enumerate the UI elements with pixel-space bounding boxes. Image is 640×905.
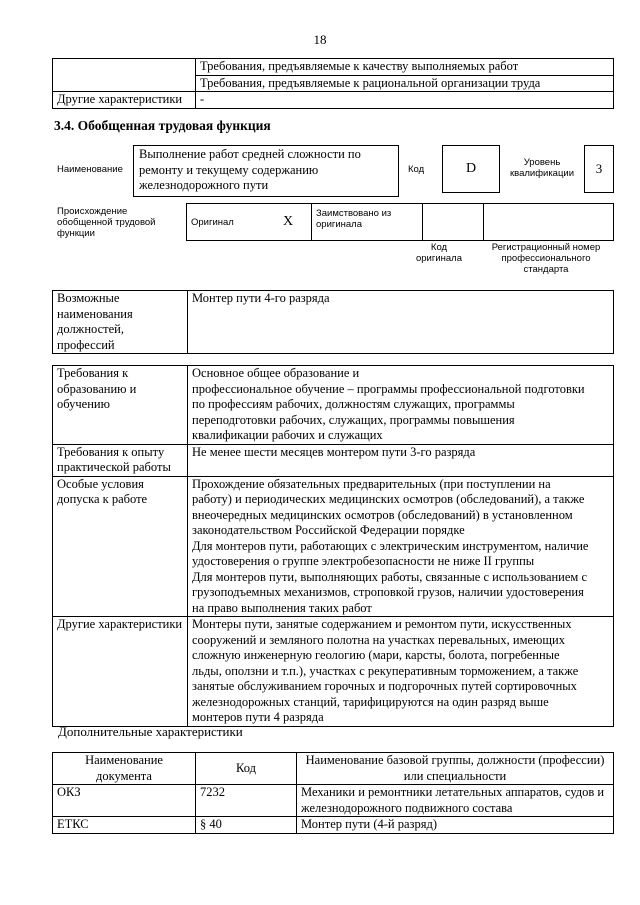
table-cell: § 40 bbox=[196, 817, 297, 834]
code-original-cell bbox=[423, 204, 484, 241]
table-cell: - bbox=[196, 92, 614, 109]
reg-number-caption: Регистрационный номер профессионального стандарта bbox=[491, 242, 601, 275]
positions-label: Возможные наименования должностей, профессий bbox=[53, 291, 188, 354]
original-label: Оригинал bbox=[187, 204, 280, 241]
requirements-table bbox=[52, 365, 614, 727]
table-cell: ОКЗ bbox=[53, 785, 196, 817]
table-row bbox=[53, 476, 614, 617]
top-table bbox=[52, 58, 614, 109]
req-label: Требования к образованию и обучению bbox=[53, 366, 188, 445]
header-code: Код bbox=[196, 753, 297, 785]
table-cell: Другие характеристики bbox=[53, 92, 196, 109]
table-row bbox=[53, 444, 614, 476]
borrowed-label: Заимствовано из оригинала bbox=[312, 204, 423, 241]
level-value: 3 bbox=[584, 145, 614, 193]
table-cell: Механики и ремонтники летательных аппаратов, судов и железнодорожного подвижного состава bbox=[297, 785, 614, 817]
header-name: Наименование базовой группы, должности (профессии) или специальности bbox=[297, 753, 614, 785]
table-row bbox=[53, 75, 614, 92]
table-cell: 7232 bbox=[196, 785, 297, 817]
table-row bbox=[53, 92, 614, 109]
code-value: D bbox=[442, 145, 500, 193]
positions-value: Монтер пути 4-го разряда bbox=[188, 291, 614, 354]
req-value: Не менее шести месяцев монтером пути 3-го разряда bbox=[188, 444, 614, 476]
table-cell: Требования, предъявляемые к качеству выполняемых работ bbox=[196, 59, 614, 76]
code-label: Код bbox=[408, 164, 425, 175]
table-row bbox=[53, 817, 614, 834]
req-value: Прохождение обязательных предварительных (при поступлении на работу) и периодических медицинских осмотров (обследований), а также внеочередных медицинских осмотров (обследований) в установленном законодательством Российской Федерации порядке Для монтеров пути, работающих с электрическим инструментом, наличие удостоверения о группе электробезопасности не ниже II группы Для монтеров пути, выполняющих работы, связанные с использованием с грузоподъемных механизмов, строповкой грузов, наличии удостоверения на право выполнения таких работ bbox=[188, 476, 614, 617]
page-number: 18 bbox=[313, 32, 327, 47]
header-doc: Наименование документа bbox=[53, 753, 196, 785]
name-label: Наименование bbox=[57, 164, 123, 175]
table-cell: Монтер пути (4-й разряд) bbox=[297, 817, 614, 834]
table-header-row bbox=[53, 753, 614, 785]
original-mark: X bbox=[279, 204, 312, 241]
req-label: Особые условия допуска к работе bbox=[53, 476, 188, 617]
table-cell: ЕТКС bbox=[53, 817, 196, 834]
req-label: Другие характеристики bbox=[53, 617, 188, 727]
name-value: Выполнение работ средней сложности по ремонту и текущему содержанию железнодорожного пути bbox=[133, 145, 399, 197]
reg-number-cell bbox=[484, 204, 614, 241]
req-label: Требования к опыту практической работы bbox=[53, 444, 188, 476]
level-label: Уровень квалификации bbox=[509, 157, 575, 179]
origin-table bbox=[186, 203, 614, 241]
table-row bbox=[53, 617, 614, 727]
table-row bbox=[53, 366, 614, 445]
table-row bbox=[53, 59, 614, 76]
origin-label: Происхождение обобщенной трудовой функции bbox=[57, 206, 156, 239]
table-cell: Требования, предъявляемые к рациональной организации труда bbox=[196, 75, 614, 92]
table-row bbox=[53, 785, 614, 817]
extra-title: Дополнительные характеристики bbox=[58, 724, 243, 739]
positions-table bbox=[52, 290, 614, 354]
code-original-caption: Код оригинала bbox=[415, 242, 462, 264]
req-value: Монтеры пути, занятые содержанием и ремонтом пути, искусственных сооружений и земляного полотна на участках перевальных, имеющих сложную инженерную геологию (мари, карсты, болота, погребенные льды, оползни и т.п.), участках с рекуперативным торможением, а также занятые обслуживанием горочных и подгорочных путей сортировочных железнодорожных станций, тарифицируются на один разряд выше монтеров пути 4 разряда bbox=[188, 617, 614, 727]
extra-table bbox=[52, 752, 614, 834]
section-title: 3.4. Обобщенная трудовая функция bbox=[54, 118, 271, 133]
table-row bbox=[53, 291, 614, 354]
req-value: Основное общее образование и профессиональное обучение – программы профессиональной подготовки по профессиям рабочих, должностям служащих, программы переподготовки рабочих, служащих, программы повышения квалификации рабочих и служащих bbox=[188, 366, 614, 445]
